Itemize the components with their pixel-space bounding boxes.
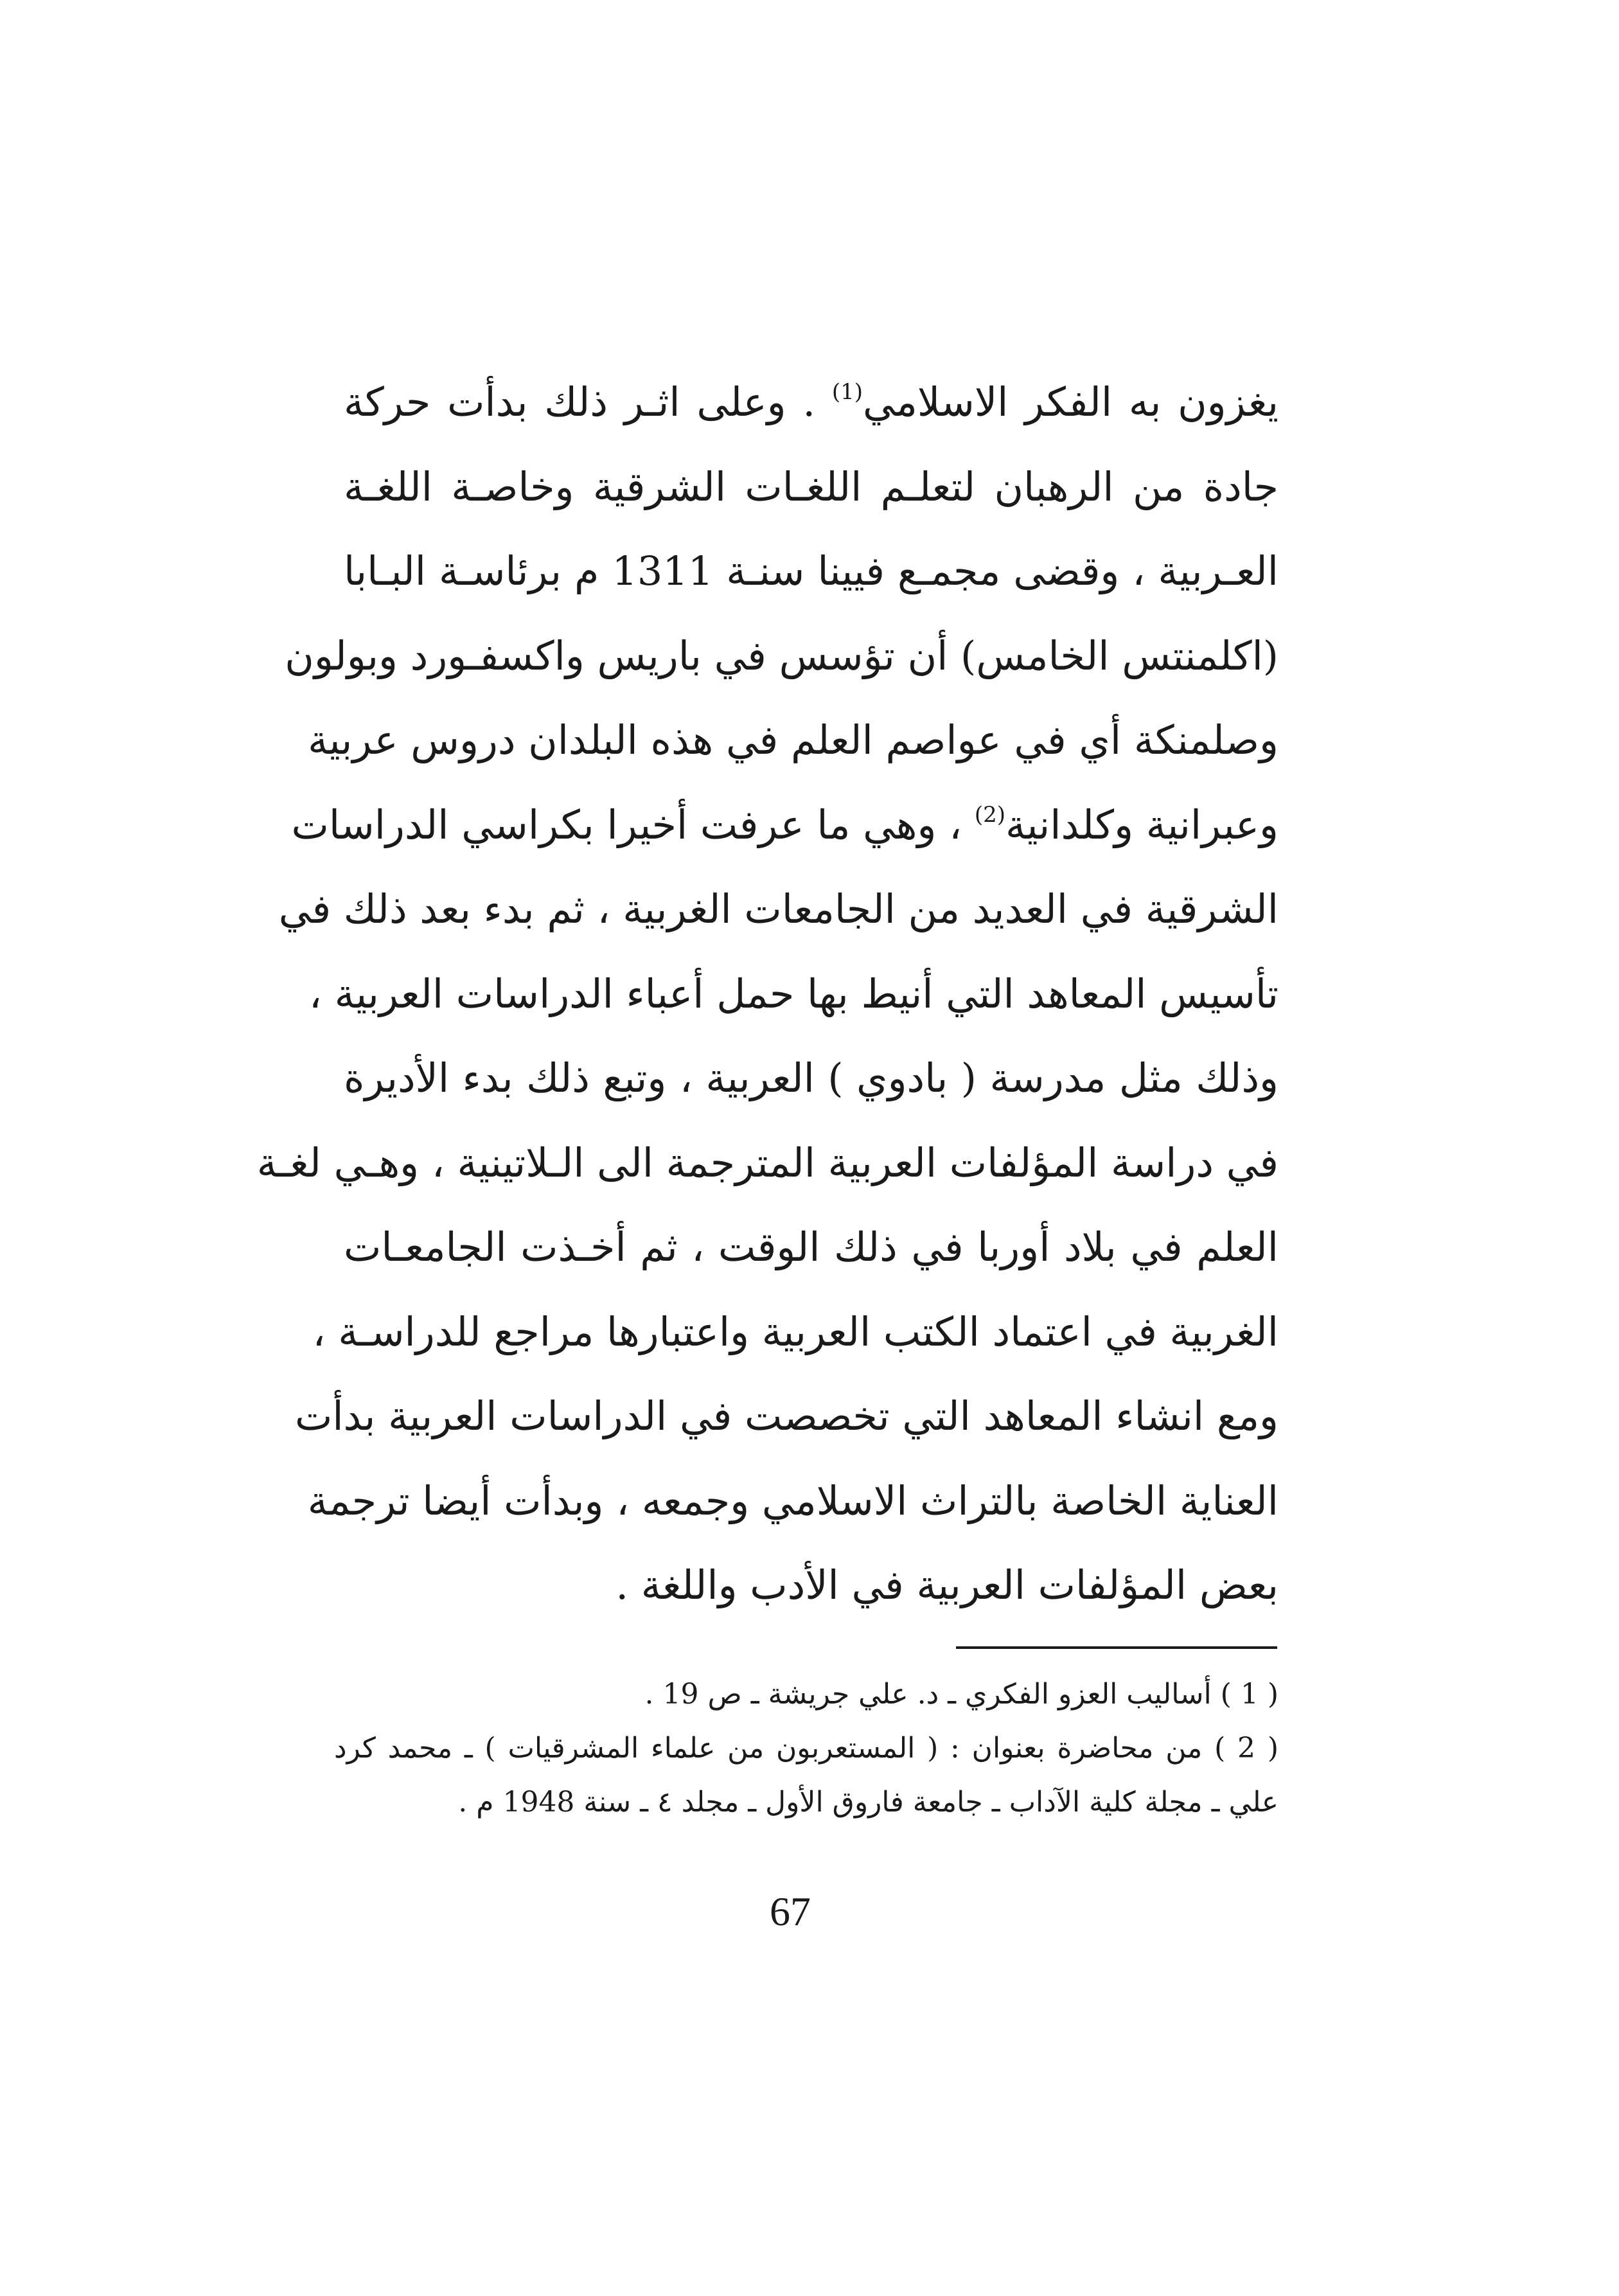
footnote-2-continuation: علي ـ مجلة كلية الآداب ـ جامعة فاروق الأول ـ مجلد ٤ ـ سنة 1948 م . (458, 1786, 1278, 1819)
page-number: 67 (770, 1889, 811, 1934)
body-line: العلم في بلاد أوربا في ذلك الوقت ، ثم أخـذت الجامعـات (344, 1224, 1278, 1270)
footnote-2: ( 2 ) من محاضرة بعنوان : ( المستعربون من علماء المشرقيات ) ـ محمد كرد (334, 1732, 1278, 1765)
body-line: وصلمنكة أي في عواصم العلم في هذه البلدان دروس عربية (308, 716, 1278, 763)
body-line: في دراسة المؤلفات العربية المترجمة الى الـلاتينية ، وهـي لغـة (256, 1139, 1278, 1186)
body-text (256, 360, 1279, 1628)
body-line: جادة من الرهبان لتعلـم اللغـات الشرقية وخاصـة اللغـة (344, 463, 1278, 510)
body-line: الشرقية في العديد من الجامعات الغربية ، ثم بدء بعد ذلك في (278, 885, 1278, 932)
body-line: تأسيس المعاهد التي أنيط بها حمل أعباء الدراسات العربية ، (308, 970, 1278, 1017)
body-line: يغزون به الفكر الاسلامي$^{(1)}$ . وعلى اثـر ذلك بدأت حركة (344, 378, 1279, 425)
body-line: الغربية في اعتماد الكتب العربية واعتبارها مراجع للدراسـة ، (312, 1308, 1278, 1355)
body-line: (اكلمنتس الخامس) أن تؤسس في باريس واكسفـورد وبولون (285, 632, 1278, 679)
body-line: العناية الخاصة بالتراث الاسلامي وجمعه ، وبدأت أيضا ترجمة (307, 1477, 1278, 1524)
body-line: وذلك مثل مدرسة ( بادوي ) العربية ، وتبع ذلك بدء الأديرة (344, 1055, 1278, 1101)
footnote-1: ( 1 ) أساليب العزو الفكري ـ د. علي جريشة ـ ص 19 . (644, 1678, 1278, 1711)
footnote-separator (956, 1646, 1277, 1649)
footnote-ref-1: (1) (831, 379, 863, 405)
body-line: العـربية ، وقضى مجمـع فيينا سنـة 1311 م برئاسـة البـابا (344, 547, 1278, 594)
body-line: وعبرانية وكلدانية$^{(2)}$ ، وهي ما عرفت أخيرا بكراسي الدراسات (291, 801, 1278, 848)
footnotes (334, 1668, 1278, 1829)
body-line: بعض المؤلفات العربية في الأدب واللغة . (615, 1562, 1278, 1608)
body-line: ومع انشاء المعاهد التي تخصصت في الدراسات العربية بدأت (294, 1393, 1278, 1439)
footnote-ref-2: (2) (974, 801, 1006, 828)
